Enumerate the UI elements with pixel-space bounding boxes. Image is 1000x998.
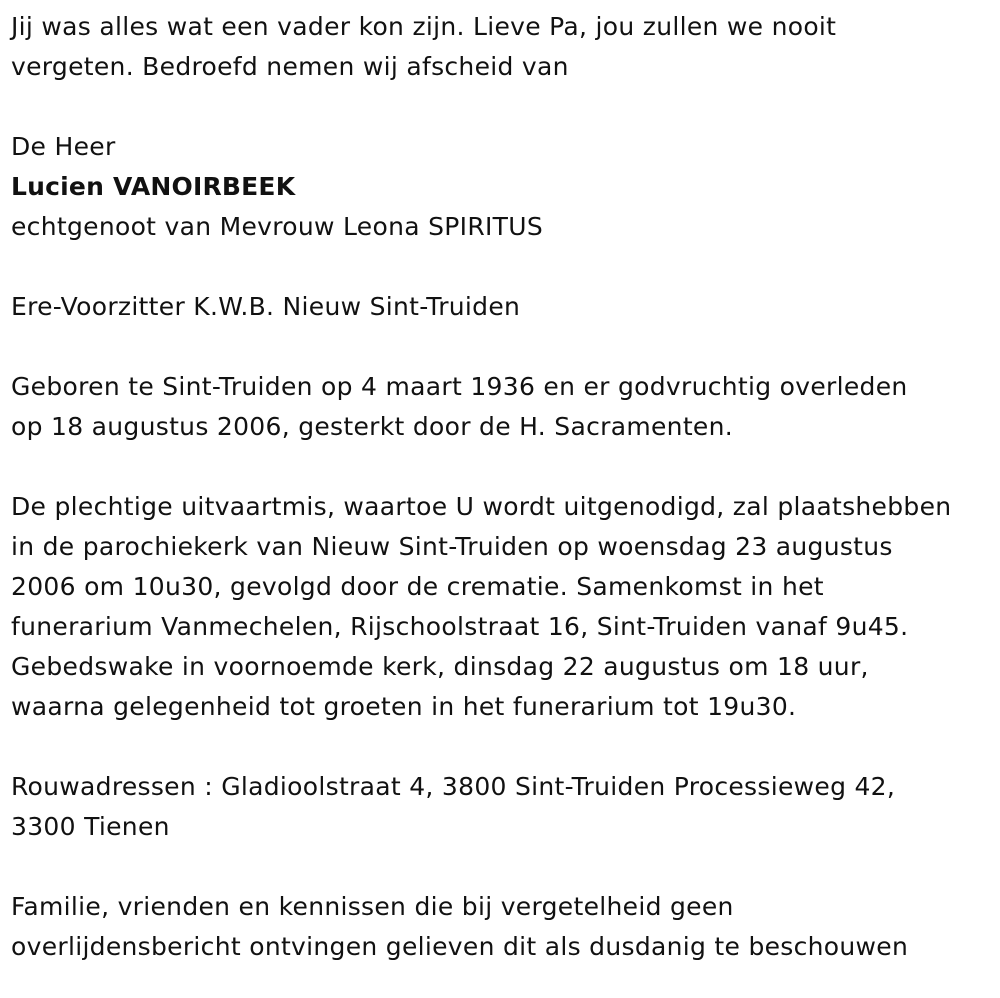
intro-line-1: Jij was alles wat een vader kon zijn. Lieve Pa, jou zullen we nooit bbox=[11, 12, 837, 41]
ceremony-line-6: waarna gelegenheid tot groeten in het funerarium tot 19u30. bbox=[11, 692, 797, 721]
paragraph-gap bbox=[11, 847, 996, 887]
spouse-line: echtgenoot van Mevrouw Leona SPIRITUS bbox=[11, 212, 543, 241]
addresses-line-2: 3300 Tienen bbox=[11, 812, 170, 841]
closing-line-2: overlijdensbericht ontvingen gelieven dit als dusdanig te beschouwen bbox=[11, 932, 909, 961]
ceremony-line-5: Gebedswake in voornoemde kerk, dinsdag 22 augustus om 18 uur, bbox=[11, 652, 869, 681]
ceremony-line-2: in de parochiekerk van Nieuw Sint-Truiden op woensdag 23 augustus bbox=[11, 532, 893, 561]
paragraph-gap bbox=[11, 327, 996, 367]
deceased-name: Lucien VANOIRBEEK bbox=[11, 172, 296, 201]
birth-line-1: Geboren te Sint-Truiden op 4 maart 1936 en er godvruchtig overleden bbox=[11, 372, 908, 401]
ceremony-paragraph bbox=[11, 487, 996, 727]
ceremony-line-4: funerarium Vanmechelen, Rijschoolstraat 16, Sint-Truiden vanaf 9u45. bbox=[11, 612, 909, 641]
closing-line-1: Familie, vrienden en kennissen die bij vergetelheid geen bbox=[11, 892, 734, 921]
intro-line-2: vergeten. Bedroefd nemen wij afscheid van bbox=[11, 52, 569, 81]
obituary-notice bbox=[11, 7, 996, 967]
ceremony-line-3: 2006 om 10u30, gevolgd door de crematie. Samenkomst in het bbox=[11, 572, 824, 601]
birth-death-paragraph bbox=[11, 367, 996, 447]
addresses-line-1: Rouwadressen : Gladioolstraat 4, 3800 Sint-Truiden Processieweg 42, bbox=[11, 772, 896, 801]
paragraph-gap bbox=[11, 447, 996, 487]
honorific-title: De Heer bbox=[11, 132, 116, 161]
addresses-paragraph bbox=[11, 767, 996, 847]
intro-paragraph bbox=[11, 7, 996, 87]
honorary-title-line: Ere-Voorzitter K.W.B. Nieuw Sint-Truiden bbox=[11, 292, 521, 321]
paragraph-gap bbox=[11, 87, 996, 127]
ceremony-line-1: De plechtige uitvaartmis, waartoe U wordt uitgenodigd, zal plaatshebben bbox=[11, 492, 952, 521]
closing-paragraph bbox=[11, 887, 996, 967]
paragraph-gap bbox=[11, 727, 996, 767]
birth-line-2: op 18 augustus 2006, gesterkt door de H. Sacramenten. bbox=[11, 412, 733, 441]
paragraph-gap bbox=[11, 247, 996, 287]
